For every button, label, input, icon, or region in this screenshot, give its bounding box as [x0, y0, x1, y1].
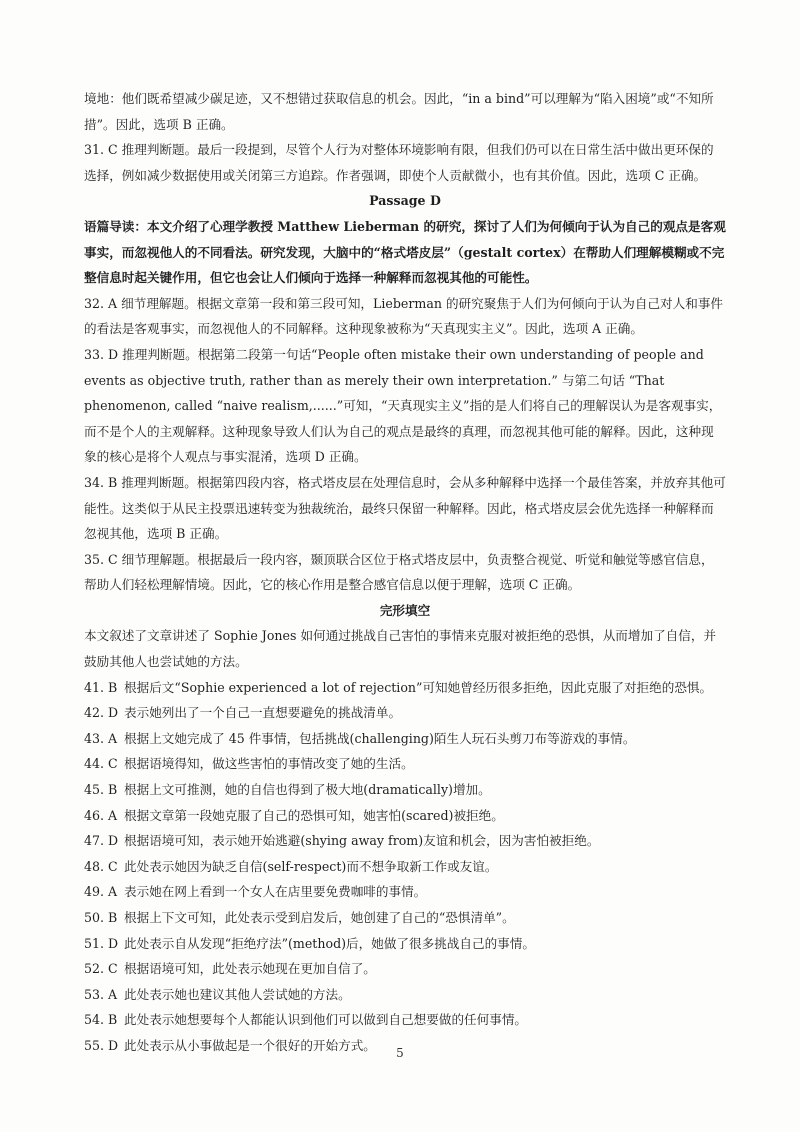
- answer-32: 32. A 细节理解题。根据文章第一段和第三段可知，Lieberman 的研究聚焦于人们为何倾向于认为自己对人和事件的看法是客观事实，而忽视他人的不同解释。这种现象被称为“天真现实主义”。因此，选项 A 正确。: [84, 295, 724, 337]
- passage-d-guide: 语篇导读：本文介绍了心理学教授 Matthew Lieberman 的研究，探讨了人们为何倾向于认为自己的观点是客观事实，而忽视他人的不同看法。研究发现，大脑中的“格式塔皮层”（gestalt cortex）在帮助人们理解模糊或不完整信息时起关键作用，但它也会让人们倾向于选择一种解释而忽视其他的可能性。: [84, 218, 726, 286]
- cloze-item: [84, 956, 726, 982]
- cloze-item-number: 51. D: [84, 935, 119, 951]
- cloze-item: [84, 1007, 726, 1033]
- cloze-item-text: 此处表示她也建议其他人尝试她的方法。: [124, 986, 351, 1002]
- cloze-item: [84, 700, 726, 726]
- cloze-item: [84, 675, 726, 701]
- cloze-intro: 本文叙述了文章讲述了 Sophie Jones 如何通过挑战自己害怕的事情来克服对被拒绝的恐惧，从而增加了自信，并鼓励其他人也尝试她的方法。: [84, 628, 717, 670]
- cloze-item: [84, 931, 726, 957]
- cloze-item-text: 根据上文可推测，她的自信也得到了极大地(dramatically)增加。: [124, 782, 491, 798]
- cloze-item-number: 49. A: [84, 884, 118, 900]
- cloze-item-text: 根据语境可知，此处表示她现在更加自信了。: [124, 961, 376, 977]
- cloze-heading: 完形填空: [379, 602, 431, 618]
- cloze-item: [84, 879, 726, 905]
- cloze-item-text: 此处表示从小事做起是一个很好的开始方式。: [124, 1037, 376, 1053]
- passage-d-heading: Passage D: [369, 193, 441, 209]
- answer-33: 33. D 推理判断题。根据第二段第一句话“People often mistake their own understanding of people and events as objective truth, rather than as merely their own interpretation.” 与第二句话 “That phenomenon, called “naive realism,......”可知，“天真现实主义”指的是人们将自己的理解误认为是客观事实，而不是个人的主观解释。这种现象导致人们认为自己的观点是最终的真理，而忽视其他可能的解释。因此，这种现象的核心是将个人观点与事实混淆，选项 D 正确。: [84, 346, 722, 465]
- cloze-item-text: 表示她在网上看到一个女人在店里要免费咖啡的事情。: [124, 884, 427, 900]
- cloze-item-number: 44. C: [84, 756, 118, 772]
- cloze-item-number: 52. C: [84, 961, 118, 977]
- page-number: 5: [396, 1046, 404, 1060]
- cloze-item-number: 54. B: [84, 1012, 118, 1028]
- cloze-item-number: 42. D: [84, 705, 119, 721]
- cloze-item: [84, 854, 726, 880]
- cloze-item-text: 根据上文她完成了 45 件事情，包括挑战(challenging)陌生人玩石头剪刀布等游戏的事情。: [124, 730, 636, 746]
- cloze-item-number: 47. D: [84, 833, 119, 849]
- cloze-item-number: 43. A: [84, 730, 118, 746]
- cloze-item-text: 此处表示自从发现“拒绝疗法”(method)后，她做了很多挑战自己的事情。: [124, 935, 535, 951]
- cloze-item-number: 46. A: [84, 807, 118, 823]
- cloze-item-text: 根据语境得知，做这些害怕的事情改变了她的生活。: [124, 756, 414, 772]
- page-content: [84, 86, 726, 1059]
- cloze-item: [84, 828, 726, 854]
- cloze-item-number: 45. B: [84, 782, 118, 798]
- cloze-item-number: 41. B: [84, 679, 118, 695]
- cloze-item: [84, 777, 726, 803]
- cloze-item: [84, 803, 726, 829]
- answer-31: 31. C 推理判断题。最后一段提到，尽管个人行为对整体环境影响有限，但我们仍可以在日常生活中做出更环保的选择，例如减少数据使用或关闭第三方追踪。作者强调，即使个人贡献微小，也有其价值。因此，选项 C 正确。: [84, 142, 714, 183]
- cloze-item-text: 表示她列出了一个自己一直想要避免的挑战清单。: [124, 705, 402, 721]
- cloze-item: [84, 905, 726, 931]
- cloze-item: [84, 982, 726, 1008]
- cloze-item-text: 此处表示她想要每个人都能认识到他们可以做到自己想要做的任何事情。: [124, 1012, 527, 1028]
- cloze-item-text: 根据上下文可知，此处表示受到启发后，她创建了自己的“恐惧清单”。: [124, 910, 515, 925]
- answer-35: 35. C 细节理解题。根据最后一段内容，颞顶联合区位于格式塔皮层中，负责整合视觉、听觉和触觉等感官信息，帮助人们轻松理解情境。因此，它的核心作用是整合感官信息以便于理解，选项 C 正确。: [84, 551, 714, 593]
- cloze-item-number: 53. A: [84, 986, 118, 1002]
- paragraph-30-continued: 境地：他们既希望减少碳足迹，又不想错过获取信息的机会。因此，“in a bind”可以理解为“陷入困境”或“不知所措”。因此，选项 B 正确。: [84, 91, 714, 132]
- answer-34: 34. B 推理判断题。根据第四段内容，格式塔皮层在处理信息时，会从多种解释中选择一个最佳答案，并放弃其他可能性。这类似于从民主投票迅速转变为独裁统治，最终只保留一种解释。因此，格式塔皮层会优先选择一种解释而忽视其他，选项 B 正确。: [84, 474, 726, 542]
- cloze-item-text: 根据语境可知，表示她开始逃避(shying away from)友谊和机会，因为害怕被拒绝。: [124, 833, 600, 849]
- cloze-item: [84, 751, 726, 777]
- cloze-item-number: 48. C: [84, 858, 118, 874]
- cloze-item-number: 55. D: [84, 1037, 119, 1053]
- cloze-item-text: 根据后文“Sophie experienced a lot of rejection”可知她曾经历很多拒绝，因此克服了对拒绝的恐惧。: [124, 679, 713, 695]
- cloze-item: [84, 726, 726, 752]
- cloze-item-text: 根据文章第一段她克服了自己的恐惧可知，她害怕(scared)被拒绝。: [124, 807, 504, 823]
- cloze-answer-list: [84, 675, 726, 1059]
- cloze-item-text: 此处表示她因为缺乏自信(self-respect)而不想争取新工作或友谊。: [124, 858, 498, 874]
- cloze-item-number: 50. B: [84, 910, 118, 925]
